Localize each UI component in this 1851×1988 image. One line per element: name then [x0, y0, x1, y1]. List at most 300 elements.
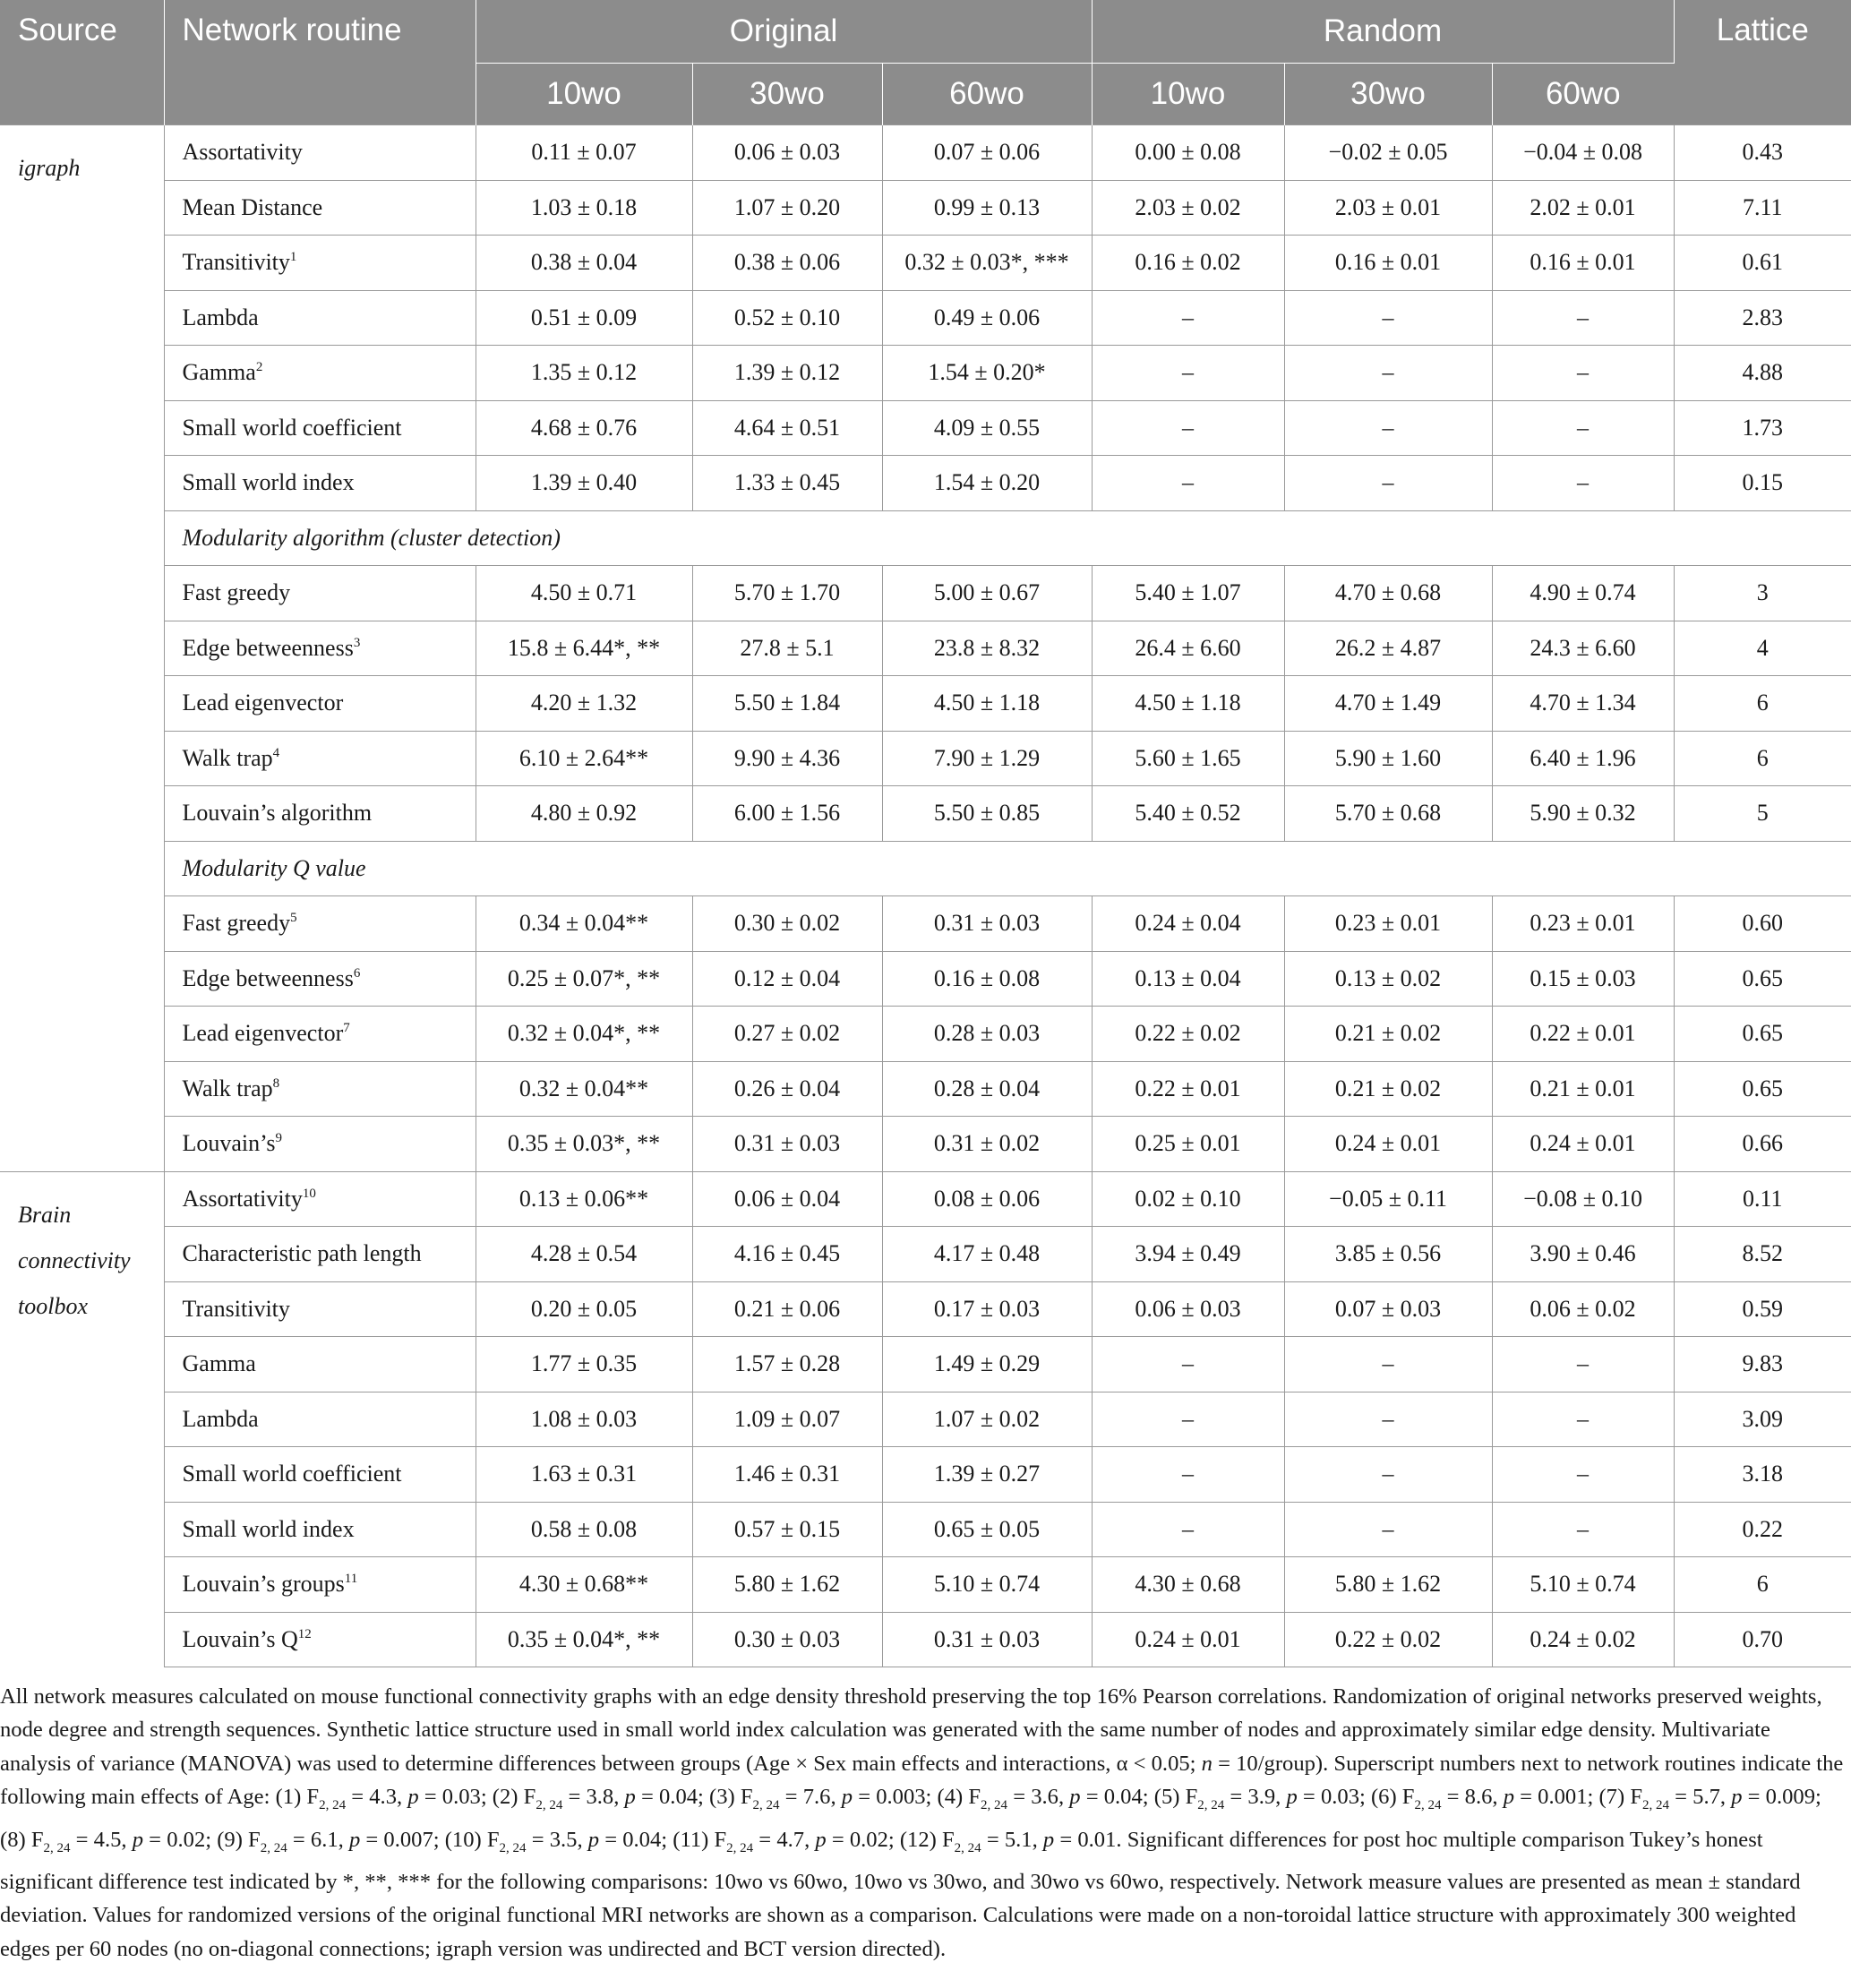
table-row — [0, 731, 1851, 786]
value-cell: 9.90 ± 4.36 — [692, 731, 882, 786]
routine-label: Walk trap — [182, 744, 273, 771]
p-value-symbol: p — [1286, 1785, 1298, 1810]
value-cell: 3.90 ± 0.46 — [1492, 1227, 1674, 1282]
age-effect-footnote-marker: 9 — [275, 1131, 282, 1146]
value-cell: 6.00 ± 1.56 — [692, 786, 882, 842]
age-effect-footnote-marker: 5 — [290, 911, 297, 926]
table-row — [0, 1007, 1851, 1062]
routine-label: Louvain’s algorithm — [182, 800, 373, 827]
value-cell: 0.26 ± 0.04 — [692, 1061, 882, 1117]
degrees-of-freedom: 2, 24 — [499, 1840, 527, 1855]
header-random-60wo: 60wo — [1492, 64, 1674, 125]
value-cell: 23.8 ± 8.32 — [882, 621, 1092, 676]
degrees-of-freedom: 2, 24 — [319, 1798, 347, 1813]
value-cell: 0.66 — [1674, 1117, 1851, 1172]
value-cell: 0.32 ± 0.04*, ** — [476, 1007, 692, 1062]
value-cell: 6 — [1674, 1557, 1851, 1613]
value-cell: 0.24 ± 0.01 — [1492, 1117, 1674, 1172]
table-row — [0, 236, 1851, 291]
value-cell: 1.39 ± 0.40 — [476, 456, 692, 511]
value-cell: 1.03 ± 0.18 — [476, 180, 692, 236]
value-cell: 5.10 ± 0.74 — [1492, 1557, 1674, 1613]
degrees-of-freedom: 2, 24 — [981, 1798, 1008, 1813]
age-effect-footnote-marker: 4 — [272, 745, 280, 760]
table-row — [0, 1447, 1851, 1503]
value-cell: 0.61 — [1674, 236, 1851, 291]
value-cell: 0.43 — [1674, 125, 1851, 181]
table-row — [0, 786, 1851, 842]
value-cell: 0.34 ± 0.04** — [476, 896, 692, 952]
degrees-of-freedom: 2, 24 — [954, 1840, 981, 1855]
value-cell: – — [1092, 400, 1284, 456]
age-effect-footnote-marker: 3 — [353, 635, 361, 650]
age-effect-footnote-marker: 6 — [353, 965, 361, 981]
value-cell: 6.10 ± 2.64** — [476, 731, 692, 786]
value-cell: – — [1284, 456, 1492, 511]
value-cell: 4.64 ± 0.51 — [692, 400, 882, 456]
routine-name — [164, 786, 476, 842]
degrees-of-freedom: 2, 24 — [752, 1798, 780, 1813]
value-cell: 2.02 ± 0.01 — [1492, 180, 1674, 236]
value-cell: 0.24 ± 0.01 — [1092, 1612, 1284, 1667]
value-cell: 0.02 ± 0.10 — [1092, 1171, 1284, 1227]
table-row — [0, 951, 1851, 1007]
p-value-symbol: p — [348, 1827, 361, 1852]
table-row — [0, 456, 1851, 511]
value-cell: 3 — [1674, 566, 1851, 621]
routine-label: Assortativity — [182, 139, 303, 166]
value-cell: 0.16 ± 0.01 — [1284, 236, 1492, 291]
value-cell: 0.24 ± 0.01 — [1284, 1117, 1492, 1172]
routine-name — [164, 180, 476, 236]
value-cell: 15.8 ± 6.44*, ** — [476, 621, 692, 676]
table-row — [0, 1392, 1851, 1447]
value-cell: – — [1492, 1502, 1674, 1557]
table-row — [0, 1502, 1851, 1557]
age-effect-footnote-marker: 7 — [343, 1021, 350, 1036]
value-cell: 4.50 ± 1.18 — [882, 676, 1092, 732]
header-original: Original — [476, 0, 1092, 64]
p-value-symbol: p — [132, 1827, 144, 1852]
section-row — [0, 510, 1851, 566]
table-row — [0, 290, 1851, 346]
value-cell: 0.21 ± 0.02 — [1284, 1007, 1492, 1062]
source-igraph: igraph — [0, 125, 164, 1172]
routine-label: Gamma — [182, 359, 256, 386]
p-value-symbol: p — [1731, 1785, 1743, 1810]
routine-label: Lambda — [182, 1405, 259, 1432]
routine-label: Edge betweenness — [182, 634, 354, 661]
value-cell: 0.11 ± 0.07 — [476, 125, 692, 181]
header-random-10wo: 10wo — [1092, 64, 1284, 125]
value-cell: 4.68 ± 0.76 — [476, 400, 692, 456]
value-cell: 1.49 ± 0.29 — [882, 1337, 1092, 1392]
value-cell: 0.23 ± 0.01 — [1492, 896, 1674, 952]
p-value-symbol: p — [587, 1827, 600, 1852]
value-cell: 7.11 — [1674, 180, 1851, 236]
value-cell: 4.80 ± 0.92 — [476, 786, 692, 842]
routine-name — [164, 676, 476, 732]
table-row — [0, 346, 1851, 401]
value-cell: 3.85 ± 0.56 — [1284, 1227, 1492, 1282]
header-lattice: Lattice — [1674, 0, 1851, 125]
routine-name — [164, 731, 476, 786]
value-cell: 5 — [1674, 786, 1851, 842]
table-row — [0, 1061, 1851, 1117]
value-cell: 4.90 ± 0.74 — [1492, 566, 1674, 621]
value-cell: – — [1092, 456, 1284, 511]
routine-label: Edge betweenness — [182, 964, 354, 991]
table-footnote: All network measures calculated on mouse functional connectivity graphs with an edge density threshold preserving the top 16% Pearson correlations. Randomization of original networks preserved weights, node degree and strength sequences. Synthetic lattice structure used in small world index calculation was generated with the same number of nodes and approximately similar edge density. Multivariate analysis of variance (MANOVA) was used to determine differences between groups (Age × Sex main effects and interactions, α < 0.05; n = 10/group). Superscript numbers next to network routines indicate the following main effects of Age: (1) $F_{2, 24} = 4.3$, p = 0.03; (2) $F_{2, 24} = 3.8$, p = 0.04; (3) $F_{2, 24} = 7.6$, p = 0.003; (4) $F_{2, 24} = 3.6$, p = 0.04; (5) $F_{2, 24} = 3.9$, p = 0.03; (6) $F_{2, 24} = 8.6$, p = 0.001; (7) $F_{2, 24} = 5.7$, p = 0.009; (8) $F_{2, 24} = 4.5$, p = 0.02; (9) $F_{2, 24} = 6.1$, p = 0.007; (10) $F_{2, 24} = 3.5$, p = 0.04; (11) $F_{2, 24} = 4.7$, p = 0.02; (12) $F_{2, 24} = 5.1$, p = 0.01. Significant differences for post hoc multiple comparison Tukey’s honest significant difference test indicated by *, **, *** for the following comparisons: 10wo vs 60wo, 10wo vs 30wo, and 30wo vs 60wo, respectively. Network measure values are presented as mean ± standard deviation. Values for randomized versions of the original functional MRI networks are shown as a comparison. Calculations were made on a non-toroidal lattice structure with approximately 300 weighted edges per 60 nodes (no on-diagonal connections; igraph version was undirected and BCT version directed). — [0, 1684, 1844, 1961]
p-value-symbol: p — [407, 1785, 419, 1810]
value-cell: – — [1284, 346, 1492, 401]
value-cell: 0.25 ± 0.07*, ** — [476, 951, 692, 1007]
value-cell: 4.70 ± 1.49 — [1284, 676, 1492, 732]
value-cell: 0.65 — [1674, 951, 1851, 1007]
value-cell: 4.50 ± 0.71 — [476, 566, 692, 621]
value-cell: 8.52 — [1674, 1227, 1851, 1282]
value-cell: 0.13 ± 0.02 — [1284, 951, 1492, 1007]
value-cell: 0.13 ± 0.06** — [476, 1171, 692, 1227]
value-cell: 0.65 — [1674, 1061, 1851, 1117]
routine-name — [164, 1227, 476, 1282]
degrees-of-freedom: 2, 24 — [43, 1840, 71, 1855]
routine-label: Walk trap — [182, 1075, 273, 1101]
value-cell: 1.39 ± 0.27 — [882, 1447, 1092, 1503]
routine-name — [164, 400, 476, 456]
value-cell: 4.16 ± 0.45 — [692, 1227, 882, 1282]
value-cell: 1.08 ± 0.03 — [476, 1392, 692, 1447]
routine-name — [164, 1612, 476, 1667]
value-cell: 0.22 ± 0.02 — [1284, 1612, 1492, 1667]
value-cell: 27.8 ± 5.1 — [692, 621, 882, 676]
value-cell: 0.35 ± 0.04*, ** — [476, 1612, 692, 1667]
value-cell: 0.07 ± 0.06 — [882, 125, 1092, 181]
p-value-symbol: p — [1042, 1827, 1055, 1852]
value-cell: 5.80 ± 1.62 — [692, 1557, 882, 1613]
routine-name — [164, 1557, 476, 1613]
value-cell: 0.65 — [1674, 1007, 1851, 1062]
value-cell: 0.23 ± 0.01 — [1284, 896, 1492, 952]
degrees-of-freedom: 2, 24 — [536, 1798, 563, 1813]
value-cell: 5.50 ± 1.84 — [692, 676, 882, 732]
value-cell: – — [1492, 346, 1674, 401]
value-cell: 4.17 ± 0.48 — [882, 1227, 1092, 1282]
value-cell: 0.59 — [1674, 1281, 1851, 1337]
routine-name — [164, 621, 476, 676]
value-cell: −0.02 ± 0.05 — [1284, 125, 1492, 181]
value-cell: 3.94 ± 0.49 — [1092, 1227, 1284, 1282]
value-cell: −0.04 ± 0.08 — [1492, 125, 1674, 181]
value-cell: 1.07 ± 0.20 — [692, 180, 882, 236]
value-cell: – — [1284, 400, 1492, 456]
value-cell: 0.31 ± 0.03 — [692, 1117, 882, 1172]
value-cell: 0.00 ± 0.08 — [1092, 125, 1284, 181]
routine-name — [164, 236, 476, 291]
table-row — [0, 676, 1851, 732]
routine-name — [164, 566, 476, 621]
value-cell: 5.00 ± 0.67 — [882, 566, 1092, 621]
value-cell: – — [1492, 1337, 1674, 1392]
value-cell: 0.22 ± 0.02 — [1092, 1007, 1284, 1062]
header-random: Random — [1092, 0, 1674, 64]
routine-name — [164, 1171, 476, 1227]
value-cell: 0.28 ± 0.04 — [882, 1061, 1092, 1117]
value-cell: 1.33 ± 0.45 — [692, 456, 882, 511]
degrees-of-freedom: 2, 24 — [726, 1840, 754, 1855]
value-cell: 0.52 ± 0.10 — [692, 290, 882, 346]
value-cell: 5.70 ± 1.70 — [692, 566, 882, 621]
p-value-symbol: p — [1069, 1785, 1081, 1810]
value-cell: 0.60 — [1674, 896, 1851, 952]
value-cell: 0.57 ± 0.15 — [692, 1502, 882, 1557]
routine-name — [164, 1447, 476, 1503]
value-cell: 7.90 ± 1.29 — [882, 731, 1092, 786]
value-cell: 5.60 ± 1.65 — [1092, 731, 1284, 786]
value-cell: 4.88 — [1674, 346, 1851, 401]
table-row — [0, 125, 1851, 181]
routine-label: Gamma — [182, 1350, 256, 1377]
degrees-of-freedom: 2, 24 — [260, 1840, 287, 1855]
age-effect-footnote-marker: 8 — [272, 1075, 280, 1091]
routine-label: Fast greedy — [182, 579, 291, 606]
table-row — [0, 1227, 1851, 1282]
value-cell: – — [1492, 400, 1674, 456]
value-cell: 0.27 ± 0.02 — [692, 1007, 882, 1062]
degrees-of-freedom: 2, 24 — [1414, 1798, 1442, 1813]
routine-label: Small world index — [182, 469, 355, 496]
routine-name — [164, 290, 476, 346]
value-cell: 1.09 ± 0.07 — [692, 1392, 882, 1447]
table-row — [0, 1281, 1851, 1337]
value-cell: – — [1492, 290, 1674, 346]
routine-label: Transitivity — [182, 249, 290, 276]
header-random-30wo: 30wo — [1284, 64, 1492, 125]
routine-name — [164, 346, 476, 401]
routine-label: Small world coefficient — [182, 414, 402, 441]
routine-name — [164, 896, 476, 952]
value-cell: 26.4 ± 6.60 — [1092, 621, 1284, 676]
value-cell: – — [1092, 1337, 1284, 1392]
table-row — [0, 400, 1851, 456]
value-cell: 0.31 ± 0.02 — [882, 1117, 1092, 1172]
value-cell: 5.10 ± 0.74 — [882, 1557, 1092, 1613]
value-cell: 0.24 ± 0.04 — [1092, 896, 1284, 952]
value-cell: – — [1284, 1502, 1492, 1557]
value-cell: – — [1492, 456, 1674, 511]
value-cell: 6 — [1674, 731, 1851, 786]
value-cell: 4.09 ± 0.55 — [882, 400, 1092, 456]
section-label: Modularity Q value — [164, 841, 1851, 896]
source-label-line: connectivity — [18, 1247, 131, 1273]
value-cell: 5.40 ± 0.52 — [1092, 786, 1284, 842]
value-cell: 0.32 ± 0.04** — [476, 1061, 692, 1117]
value-cell: – — [1092, 1447, 1284, 1503]
value-cell: 0.22 — [1674, 1502, 1851, 1557]
value-cell: 0.49 ± 0.06 — [882, 290, 1092, 346]
value-cell: – — [1492, 1392, 1674, 1447]
p-value-symbol: p — [841, 1785, 853, 1810]
value-cell: 6.40 ± 1.96 — [1492, 731, 1674, 786]
value-cell: – — [1284, 1447, 1492, 1503]
value-cell: −0.05 ± 0.11 — [1284, 1171, 1492, 1227]
source-brain-connectivity-toolbox — [0, 1171, 164, 1667]
age-effect-footnote-marker: 12 — [297, 1626, 312, 1641]
age-effect-footnote-marker: 1 — [289, 250, 297, 265]
routine-label: Small world coefficient — [182, 1461, 402, 1487]
table-row — [0, 566, 1851, 621]
value-cell: – — [1284, 290, 1492, 346]
routine-name — [164, 1117, 476, 1172]
value-cell: 0.06 ± 0.04 — [692, 1171, 882, 1227]
value-cell: 4.50 ± 1.18 — [1092, 676, 1284, 732]
value-cell: 4.30 ± 0.68 — [1092, 1557, 1284, 1613]
value-cell: 5.50 ± 0.85 — [882, 786, 1092, 842]
value-cell: 0.16 ± 0.01 — [1492, 236, 1674, 291]
table-row — [0, 1117, 1851, 1172]
table-row — [0, 1337, 1851, 1392]
section-row — [0, 841, 1851, 896]
routine-label: Louvain’s — [182, 1130, 276, 1157]
value-cell: 5.80 ± 1.62 — [1284, 1557, 1492, 1613]
value-cell: 0.13 ± 0.04 — [1092, 951, 1284, 1007]
value-cell: 0.16 ± 0.08 — [882, 951, 1092, 1007]
value-cell: 2.03 ± 0.01 — [1284, 180, 1492, 236]
value-cell: 0.06 ± 0.03 — [1092, 1281, 1284, 1337]
value-cell: 1.07 ± 0.02 — [882, 1392, 1092, 1447]
value-cell: 0.30 ± 0.03 — [692, 1612, 882, 1667]
value-cell: 0.17 ± 0.03 — [882, 1281, 1092, 1337]
value-cell: 0.08 ± 0.06 — [882, 1171, 1092, 1227]
table-row — [0, 180, 1851, 236]
sample-size-symbol: n — [1201, 1751, 1213, 1776]
table-body — [0, 125, 1851, 1667]
value-cell: 4.30 ± 0.68** — [476, 1557, 692, 1613]
value-cell: 0.38 ± 0.06 — [692, 236, 882, 291]
value-cell: 0.99 ± 0.13 — [882, 180, 1092, 236]
header-original-30wo: 30wo — [692, 64, 882, 125]
value-cell: 0.15 ± 0.03 — [1492, 951, 1674, 1007]
value-cell: 5.90 ± 1.60 — [1284, 731, 1492, 786]
routine-name — [164, 1337, 476, 1392]
source-label-line: toolbox — [18, 1292, 88, 1319]
value-cell: 0.22 ± 0.01 — [1092, 1061, 1284, 1117]
value-cell: 0.07 ± 0.03 — [1284, 1281, 1492, 1337]
value-cell: – — [1092, 1502, 1284, 1557]
value-cell: 1.54 ± 0.20* — [882, 346, 1092, 401]
value-cell: 0.20 ± 0.05 — [476, 1281, 692, 1337]
value-cell: 4.70 ± 0.68 — [1284, 566, 1492, 621]
routine-label: Small world index — [182, 1515, 355, 1542]
p-value-symbol: p — [815, 1827, 827, 1852]
value-cell: 1.63 ± 0.31 — [476, 1447, 692, 1503]
value-cell: 0.58 ± 0.08 — [476, 1502, 692, 1557]
p-value-symbol: p — [1503, 1785, 1514, 1810]
header-network-routine: Network routine — [164, 0, 476, 125]
value-cell: 1.57 ± 0.28 — [692, 1337, 882, 1392]
value-cell: 3.09 — [1674, 1392, 1851, 1447]
value-cell: 0.21 ± 0.06 — [692, 1281, 882, 1337]
table-row — [0, 1612, 1851, 1667]
value-cell: – — [1284, 1337, 1492, 1392]
routine-label: Assortativity — [182, 1185, 303, 1212]
value-cell: 4.28 ± 0.54 — [476, 1227, 692, 1282]
routine-label: Characteristic path length — [182, 1240, 422, 1267]
value-cell: 0.70 — [1674, 1612, 1851, 1667]
routine-name — [164, 1007, 476, 1062]
degrees-of-freedom: 2, 24 — [1197, 1798, 1225, 1813]
value-cell: 0.25 ± 0.01 — [1092, 1117, 1284, 1172]
value-cell: 0.35 ± 0.03*, ** — [476, 1117, 692, 1172]
value-cell: 0.28 ± 0.03 — [882, 1007, 1092, 1062]
value-cell: 0.22 ± 0.01 — [1492, 1007, 1674, 1062]
value-cell: 0.16 ± 0.02 — [1092, 236, 1284, 291]
value-cell: 0.06 ± 0.03 — [692, 125, 882, 181]
header-original-10wo: 10wo — [476, 64, 692, 125]
degrees-of-freedom: 2, 24 — [1642, 1798, 1669, 1813]
value-cell: 4.70 ± 1.34 — [1492, 676, 1674, 732]
value-cell: 0.21 ± 0.01 — [1492, 1061, 1674, 1117]
table-row — [0, 1171, 1851, 1227]
value-cell: 24.3 ± 6.60 — [1492, 621, 1674, 676]
value-cell: 1.35 ± 0.12 — [476, 346, 692, 401]
value-cell: 3.18 — [1674, 1447, 1851, 1503]
value-cell: 0.15 — [1674, 456, 1851, 511]
value-cell: 5.70 ± 0.68 — [1284, 786, 1492, 842]
value-cell: 0.38 ± 0.04 — [476, 236, 692, 291]
value-cell: −0.08 ± 0.10 — [1492, 1171, 1674, 1227]
header-source: Source — [0, 0, 164, 125]
value-cell: 5.90 ± 0.32 — [1492, 786, 1674, 842]
value-cell: 4 — [1674, 621, 1851, 676]
value-cell: – — [1092, 1392, 1284, 1447]
value-cell: 1.46 ± 0.31 — [692, 1447, 882, 1503]
value-cell: 0.31 ± 0.03 — [882, 1612, 1092, 1667]
routine-name — [164, 951, 476, 1007]
value-cell: 0.32 ± 0.03*, *** — [882, 236, 1092, 291]
value-cell: 0.65 ± 0.05 — [882, 1502, 1092, 1557]
value-cell: 26.2 ± 4.87 — [1284, 621, 1492, 676]
value-cell: 4.20 ± 1.32 — [476, 676, 692, 732]
routine-label: Transitivity — [182, 1295, 290, 1322]
value-cell: 0.21 ± 0.02 — [1284, 1061, 1492, 1117]
value-cell: 0.31 ± 0.03 — [882, 896, 1092, 952]
value-cell: 0.24 ± 0.02 — [1492, 1612, 1674, 1667]
routine-label: Fast greedy — [182, 910, 291, 937]
source-label-line: Brain — [18, 1201, 72, 1228]
table-row — [0, 621, 1851, 676]
value-cell: 1.73 — [1674, 400, 1851, 456]
p-value-symbol: p — [624, 1785, 636, 1810]
value-cell: 6 — [1674, 676, 1851, 732]
age-effect-footnote-marker: 11 — [344, 1572, 358, 1587]
age-effect-footnote-marker: 10 — [302, 1186, 316, 1201]
value-cell: – — [1092, 290, 1284, 346]
value-cell: 5.40 ± 1.07 — [1092, 566, 1284, 621]
routine-label: Louvain’s Q — [182, 1625, 298, 1652]
routine-label: Lambda — [182, 304, 259, 330]
value-cell: 0.51 ± 0.09 — [476, 290, 692, 346]
header-original-60wo: 60wo — [882, 64, 1092, 125]
routine-label: Mean Distance — [182, 193, 323, 220]
value-cell: 0.11 — [1674, 1171, 1851, 1227]
routine-name — [164, 1502, 476, 1557]
routine-name — [164, 1281, 476, 1337]
routine-name — [164, 456, 476, 511]
value-cell: 1.39 ± 0.12 — [692, 346, 882, 401]
routine-label: Lead eigenvector — [182, 690, 344, 716]
value-cell: 2.83 — [1674, 290, 1851, 346]
